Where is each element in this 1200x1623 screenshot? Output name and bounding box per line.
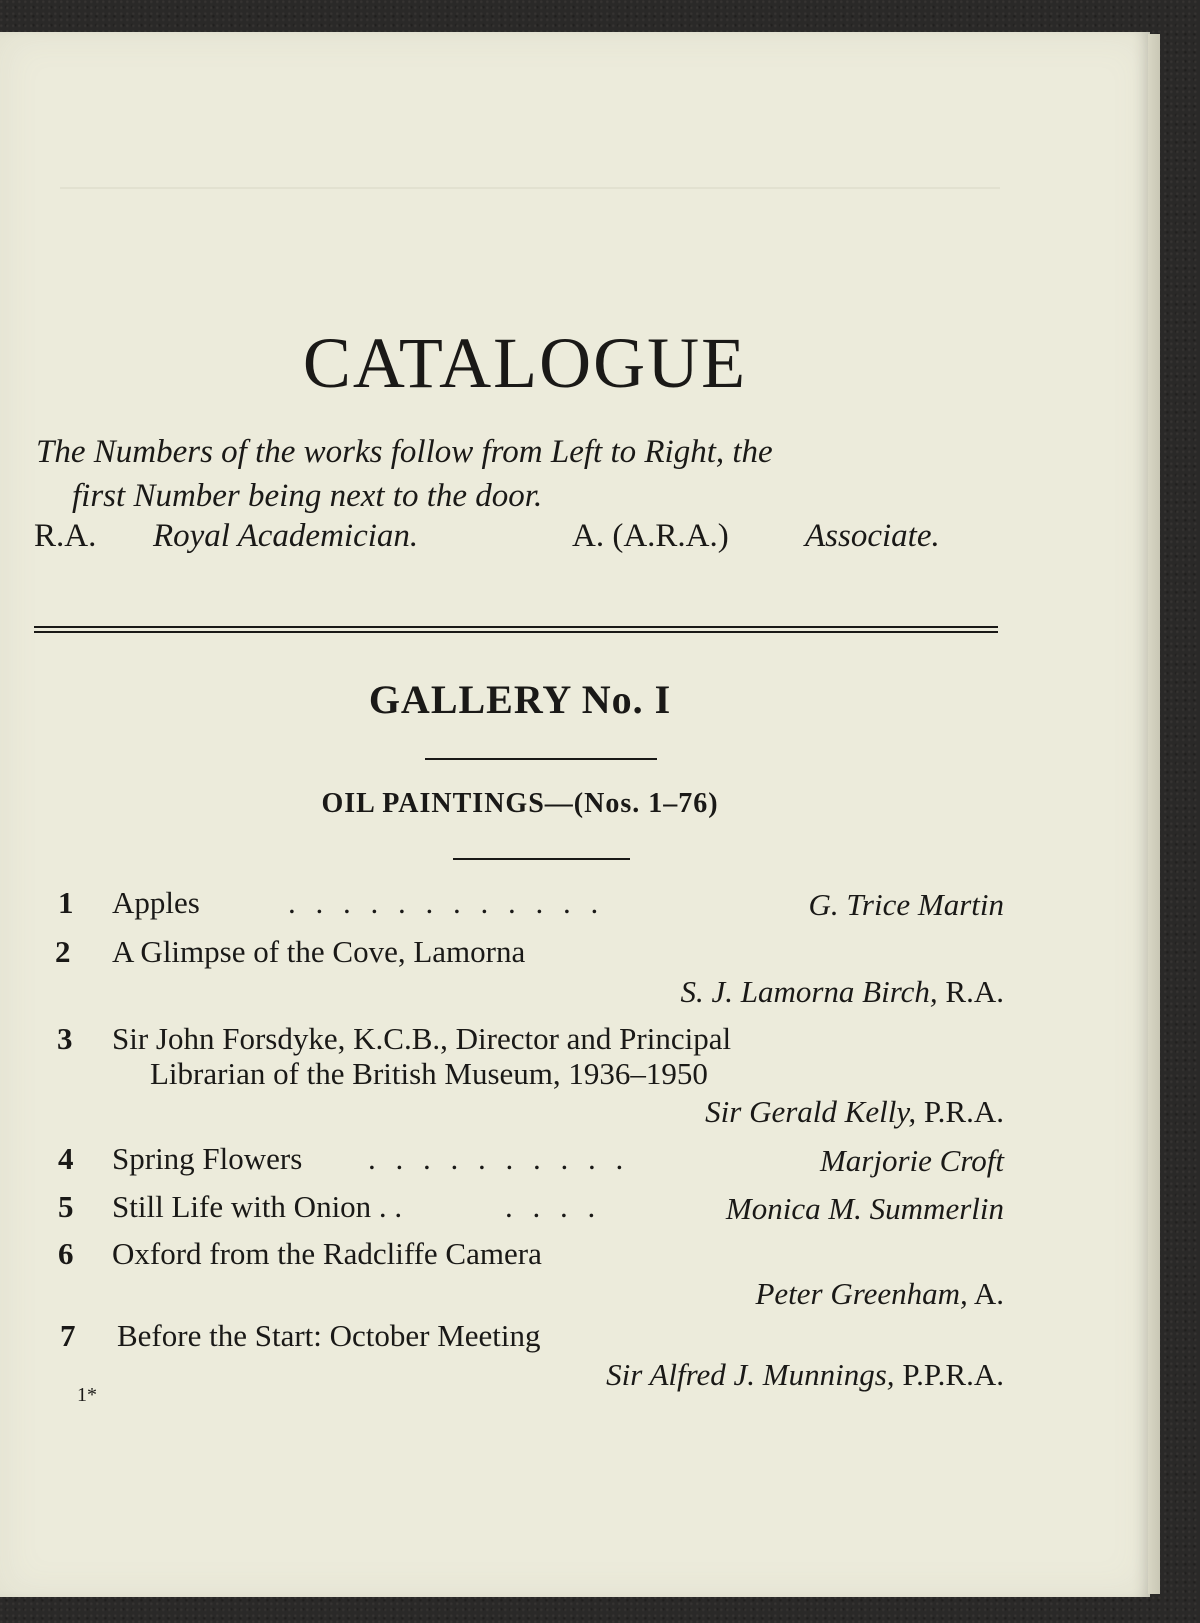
entry-artist-name: G. Trice Martin bbox=[808, 887, 1004, 922]
entry-number: 3 bbox=[57, 1021, 73, 1056]
entry-artist-name: S. J. Lamorna Birch, bbox=[680, 974, 938, 1009]
entry-artist-rank: P.P.R.A. bbox=[894, 1357, 1004, 1392]
entry-number: 2 bbox=[55, 934, 71, 969]
entry-number: 5 bbox=[58, 1189, 74, 1224]
abbr-ara-code: A. (A.R.A.) bbox=[572, 518, 729, 554]
entry-leader-dots: . . . . bbox=[505, 1189, 602, 1224]
entry-artist-name: Marjorie Croft bbox=[819, 1143, 1004, 1178]
entry-number: 7 bbox=[60, 1318, 76, 1353]
intro-line-2: first Number being next to the door. bbox=[72, 478, 543, 514]
page-edge bbox=[1148, 34, 1160, 1594]
entry-title-continued: Librarian of the British Museum, 1936–1950 bbox=[150, 1056, 708, 1091]
entry-artist bbox=[809, 887, 1004, 923]
entry-artist-rank: P.R.A. bbox=[916, 1094, 1004, 1129]
entry-title: Still Life with Onion . . bbox=[112, 1189, 403, 1224]
section-title: OIL PAINTINGS—(Nos. 1–76) bbox=[321, 788, 719, 819]
page-title: CATALOGUE bbox=[302, 323, 748, 403]
entry-title: Sir John Forsdyke, K.C.B., Director and Principal bbox=[112, 1021, 732, 1056]
entry-artist bbox=[820, 1143, 1004, 1179]
entry-artist-name: Monica M. Summerlin bbox=[725, 1191, 1004, 1226]
intro-text bbox=[36, 430, 1016, 518]
entry-artist bbox=[755, 1276, 1004, 1312]
entry-title: Oxford from the Radcliffe Camera bbox=[112, 1236, 542, 1271]
entry-title: Before the Start: October Meeting bbox=[117, 1318, 541, 1353]
entry-artist-name: Sir Gerald Kelly, bbox=[705, 1094, 917, 1129]
entry-artist-name: Peter Greenham, bbox=[755, 1276, 968, 1311]
signature-mark: 1* bbox=[77, 1384, 97, 1406]
abbr-ra-meaning: Royal Academician. bbox=[153, 518, 419, 554]
intro-line-1: The Numbers of the works follow from Left to Right, the bbox=[36, 434, 773, 470]
gallery-underline bbox=[425, 758, 657, 760]
entry-leader-dots: . . . . . . . . . . bbox=[368, 1141, 630, 1176]
entry-artist-name: Sir Alfred J. Munnings, bbox=[606, 1357, 895, 1392]
entry-title: Spring Flowers bbox=[112, 1141, 303, 1176]
abbr-ra-code: R.A. bbox=[34, 518, 97, 554]
section-underline bbox=[453, 858, 630, 860]
entry-artist-rank: R.A. bbox=[937, 974, 1004, 1009]
entry-artist bbox=[606, 1357, 1004, 1393]
entry-number: 6 bbox=[58, 1236, 74, 1271]
entry-artist-rank: A. bbox=[967, 1276, 1004, 1311]
entry-title: Apples bbox=[112, 885, 200, 920]
entry-leader-dots: . . . . . . . . . . . . bbox=[288, 885, 605, 920]
abbr-ara-meaning: Associate. bbox=[805, 518, 940, 554]
entry-number: 1 bbox=[58, 885, 74, 920]
gallery-title: GALLERY No. I bbox=[368, 677, 672, 722]
entry-artist bbox=[680, 974, 1004, 1010]
double-rule-divider bbox=[34, 626, 998, 633]
entry-artist bbox=[705, 1094, 1004, 1130]
entry-artist bbox=[726, 1191, 1004, 1227]
entry-title: A Glimpse of the Cove, Lamorna bbox=[112, 934, 526, 969]
entry-number: 4 bbox=[58, 1141, 74, 1176]
